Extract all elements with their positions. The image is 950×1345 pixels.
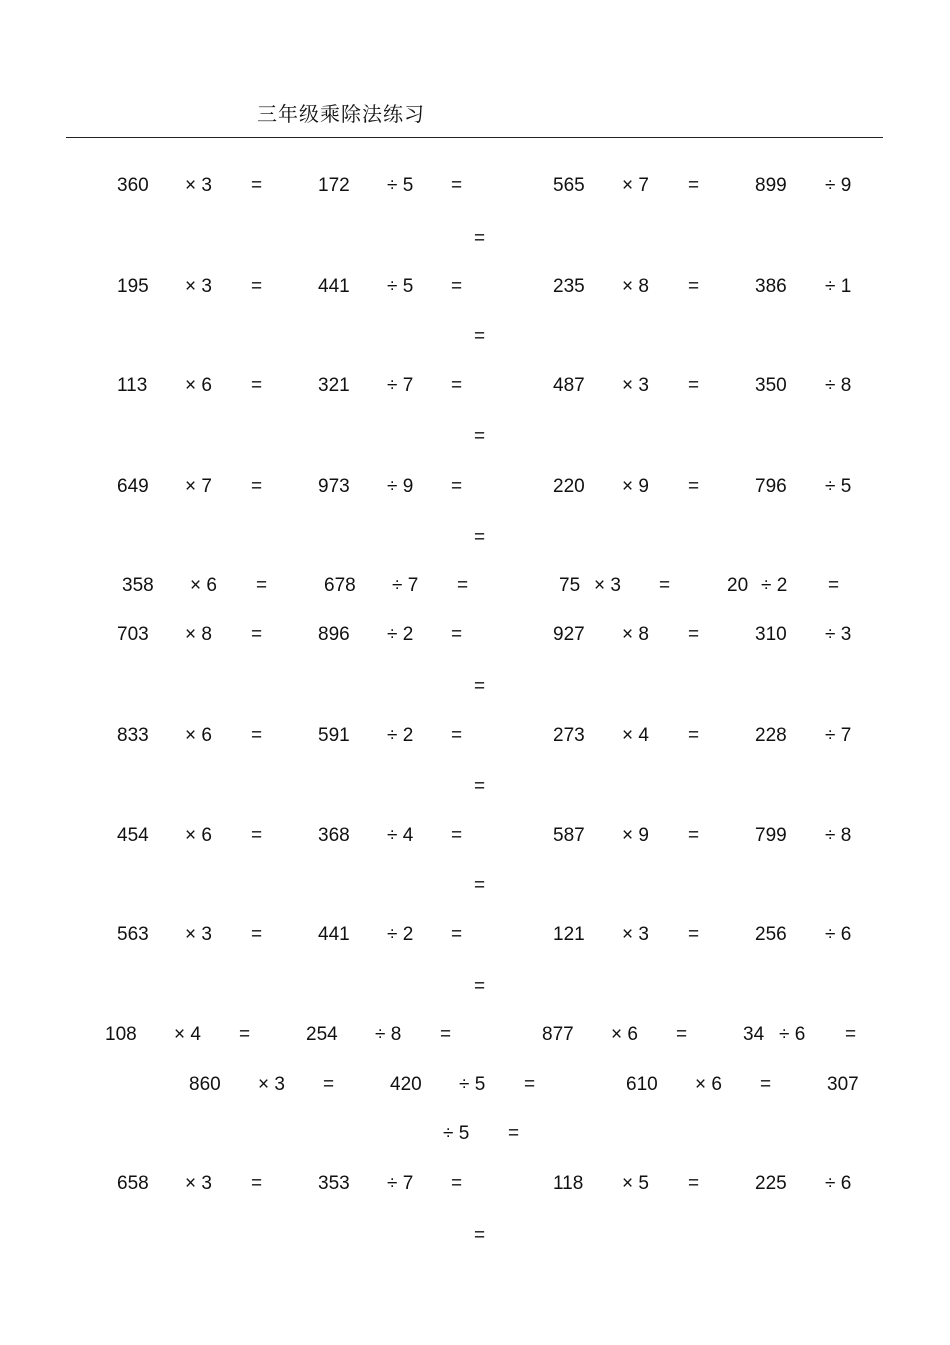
equals-sign: = [451, 476, 463, 497]
equals-sign: = [474, 527, 486, 548]
equals-sign: = [688, 375, 700, 396]
operator-operand: × 6 [185, 825, 212, 846]
operand: 254 [306, 1024, 338, 1045]
operand: 973 [318, 476, 350, 497]
operator-operand: × 9 [622, 825, 649, 846]
operator-operand: × 3 [622, 375, 649, 396]
equals-sign: = [688, 924, 700, 945]
operator-operand: ÷ 7 [392, 575, 419, 596]
operator-operand: ÷ 4 [387, 825, 414, 846]
operator-operand: ÷ 2 [387, 924, 414, 945]
operand: 441 [318, 276, 350, 297]
operand: 172 [318, 175, 350, 196]
equals-sign: = [474, 426, 486, 447]
equals-sign: = [451, 1173, 463, 1194]
operator-operand: × 7 [185, 476, 212, 497]
equals-sign: = [845, 1024, 857, 1045]
equals-sign: = [451, 725, 463, 746]
equals-sign: = [251, 375, 263, 396]
operand: 658 [117, 1173, 149, 1194]
equals-sign: = [828, 575, 840, 596]
equals-sign: = [251, 825, 263, 846]
operator-operand: ÷ 5 [443, 1123, 470, 1144]
operator-operand: × 3 [185, 175, 212, 196]
operator-operand: × 4 [174, 1024, 201, 1045]
operand: 899 [755, 175, 787, 196]
title-rule [66, 137, 883, 138]
operator-operand: ÷ 2 [387, 624, 414, 645]
equals-sign: = [688, 276, 700, 297]
operator-operand: × 3 [622, 924, 649, 945]
equals-sign: = [659, 575, 671, 596]
equals-sign: = [688, 624, 700, 645]
page-title: 三年级乘除法练习 [257, 102, 425, 126]
operator-operand: × 6 [695, 1074, 722, 1095]
operand: 796 [755, 476, 787, 497]
operand: 678 [324, 575, 356, 596]
equals-sign: = [440, 1024, 452, 1045]
operand: 350 [755, 375, 787, 396]
operator-operand: × 8 [622, 276, 649, 297]
operand: 113 [117, 375, 148, 396]
operand: 360 [117, 175, 149, 196]
equals-sign: = [251, 1173, 263, 1194]
operator-operand: × 6 [190, 575, 217, 596]
operator-operand: ÷ 5 [825, 476, 852, 497]
operand: 118 [553, 1173, 584, 1194]
operand: 235 [553, 276, 585, 297]
operand: 108 [105, 1024, 137, 1045]
operator-operand: ÷ 2 [761, 575, 788, 596]
equals-sign: = [256, 575, 268, 596]
operator-operand: ÷ 8 [825, 375, 852, 396]
operator-operand: ÷ 5 [387, 276, 414, 297]
operand: 877 [542, 1024, 574, 1045]
operator-operand: × 9 [622, 476, 649, 497]
operand: 487 [553, 375, 585, 396]
operand: 220 [553, 476, 585, 497]
equals-sign: = [451, 825, 463, 846]
equals-sign: = [474, 228, 486, 249]
operator-operand: ÷ 1 [825, 276, 852, 297]
operand: 228 [755, 725, 787, 746]
operator-operand: × 3 [185, 276, 212, 297]
operator-operand: ÷ 7 [387, 1173, 414, 1194]
equals-sign: = [474, 875, 486, 896]
equals-sign: = [251, 924, 263, 945]
equals-sign: = [323, 1074, 335, 1095]
equals-sign: = [451, 276, 463, 297]
operand: 273 [553, 725, 585, 746]
operand: 441 [318, 924, 350, 945]
operand: 420 [390, 1074, 422, 1095]
operator-operand: ÷ 8 [825, 825, 852, 846]
operator-operand: ÷ 3 [825, 624, 852, 645]
equals-sign: = [451, 375, 463, 396]
operator-operand: ÷ 8 [375, 1024, 402, 1045]
operand: 927 [553, 624, 585, 645]
operand: 368 [318, 825, 350, 846]
operand: 833 [117, 725, 149, 746]
operand: 703 [117, 624, 149, 645]
operand: 310 [755, 624, 787, 645]
operand: 649 [117, 476, 149, 497]
operand: 454 [117, 825, 149, 846]
equals-sign: = [688, 725, 700, 746]
operand: 610 [626, 1074, 658, 1095]
equals-sign: = [688, 476, 700, 497]
operand: 307 [827, 1074, 859, 1095]
operator-operand: × 6 [185, 375, 212, 396]
operand: 358 [122, 575, 154, 596]
operator-operand: ÷ 9 [387, 476, 414, 497]
equals-sign: = [760, 1074, 772, 1095]
operator-operand: × 4 [622, 725, 649, 746]
equals-sign: = [676, 1024, 688, 1045]
operator-operand: × 6 [185, 725, 212, 746]
operator-operand: ÷ 9 [825, 175, 852, 196]
equals-sign: = [474, 976, 486, 997]
operand: 195 [117, 276, 149, 297]
operand: 565 [553, 175, 585, 196]
operand: 321 [318, 375, 350, 396]
operator-operand: ÷ 7 [387, 375, 414, 396]
operator-operand: × 6 [611, 1024, 638, 1045]
operator-operand: ÷ 6 [825, 1173, 852, 1194]
operand: 225 [755, 1173, 787, 1194]
operand: 591 [318, 725, 350, 746]
equals-sign: = [688, 825, 700, 846]
equals-sign: = [451, 175, 463, 196]
equals-sign: = [251, 175, 263, 196]
operator-operand: × 8 [622, 624, 649, 645]
operator-operand: ÷ 7 [825, 725, 852, 746]
operator-operand: × 7 [622, 175, 649, 196]
operator-operand: ÷ 6 [825, 924, 852, 945]
equals-sign: = [451, 924, 463, 945]
equals-sign: = [239, 1024, 251, 1045]
equals-sign: = [474, 676, 486, 697]
operand: 860 [189, 1074, 221, 1095]
operand: 896 [318, 624, 350, 645]
equals-sign: = [251, 725, 263, 746]
equals-sign: = [474, 776, 486, 797]
equals-sign: = [457, 575, 469, 596]
operand: 256 [755, 924, 787, 945]
operand: 563 [117, 924, 149, 945]
operator-operand: × 3 [185, 1173, 212, 1194]
equals-sign: = [251, 476, 263, 497]
operator-operand: × 3 [258, 1074, 285, 1095]
equals-sign: = [474, 326, 486, 347]
equals-sign: = [688, 175, 700, 196]
operand: 121 [553, 924, 585, 945]
operator-operand: × 3 [185, 924, 212, 945]
operator-operand: × 8 [185, 624, 212, 645]
operand: 34 [743, 1024, 765, 1045]
operand: 587 [553, 825, 585, 846]
operator-operand: × 5 [622, 1173, 649, 1194]
equals-sign: = [474, 1225, 486, 1246]
operand: 799 [755, 825, 787, 846]
operator-operand: ÷ 5 [459, 1074, 486, 1095]
operand: 75 [559, 575, 581, 596]
operator-operand: ÷ 6 [779, 1024, 806, 1045]
equals-sign: = [688, 1173, 700, 1194]
operand: 353 [318, 1173, 350, 1194]
operator-operand: ÷ 2 [387, 725, 414, 746]
equals-sign: = [251, 624, 263, 645]
equals-sign: = [251, 276, 263, 297]
equals-sign: = [508, 1123, 520, 1144]
equals-sign: = [451, 624, 463, 645]
operand: 386 [755, 276, 787, 297]
equals-sign: = [524, 1074, 536, 1095]
operator-operand: ÷ 5 [387, 175, 414, 196]
operand: 20 [727, 575, 749, 596]
operator-operand: × 3 [594, 575, 621, 596]
